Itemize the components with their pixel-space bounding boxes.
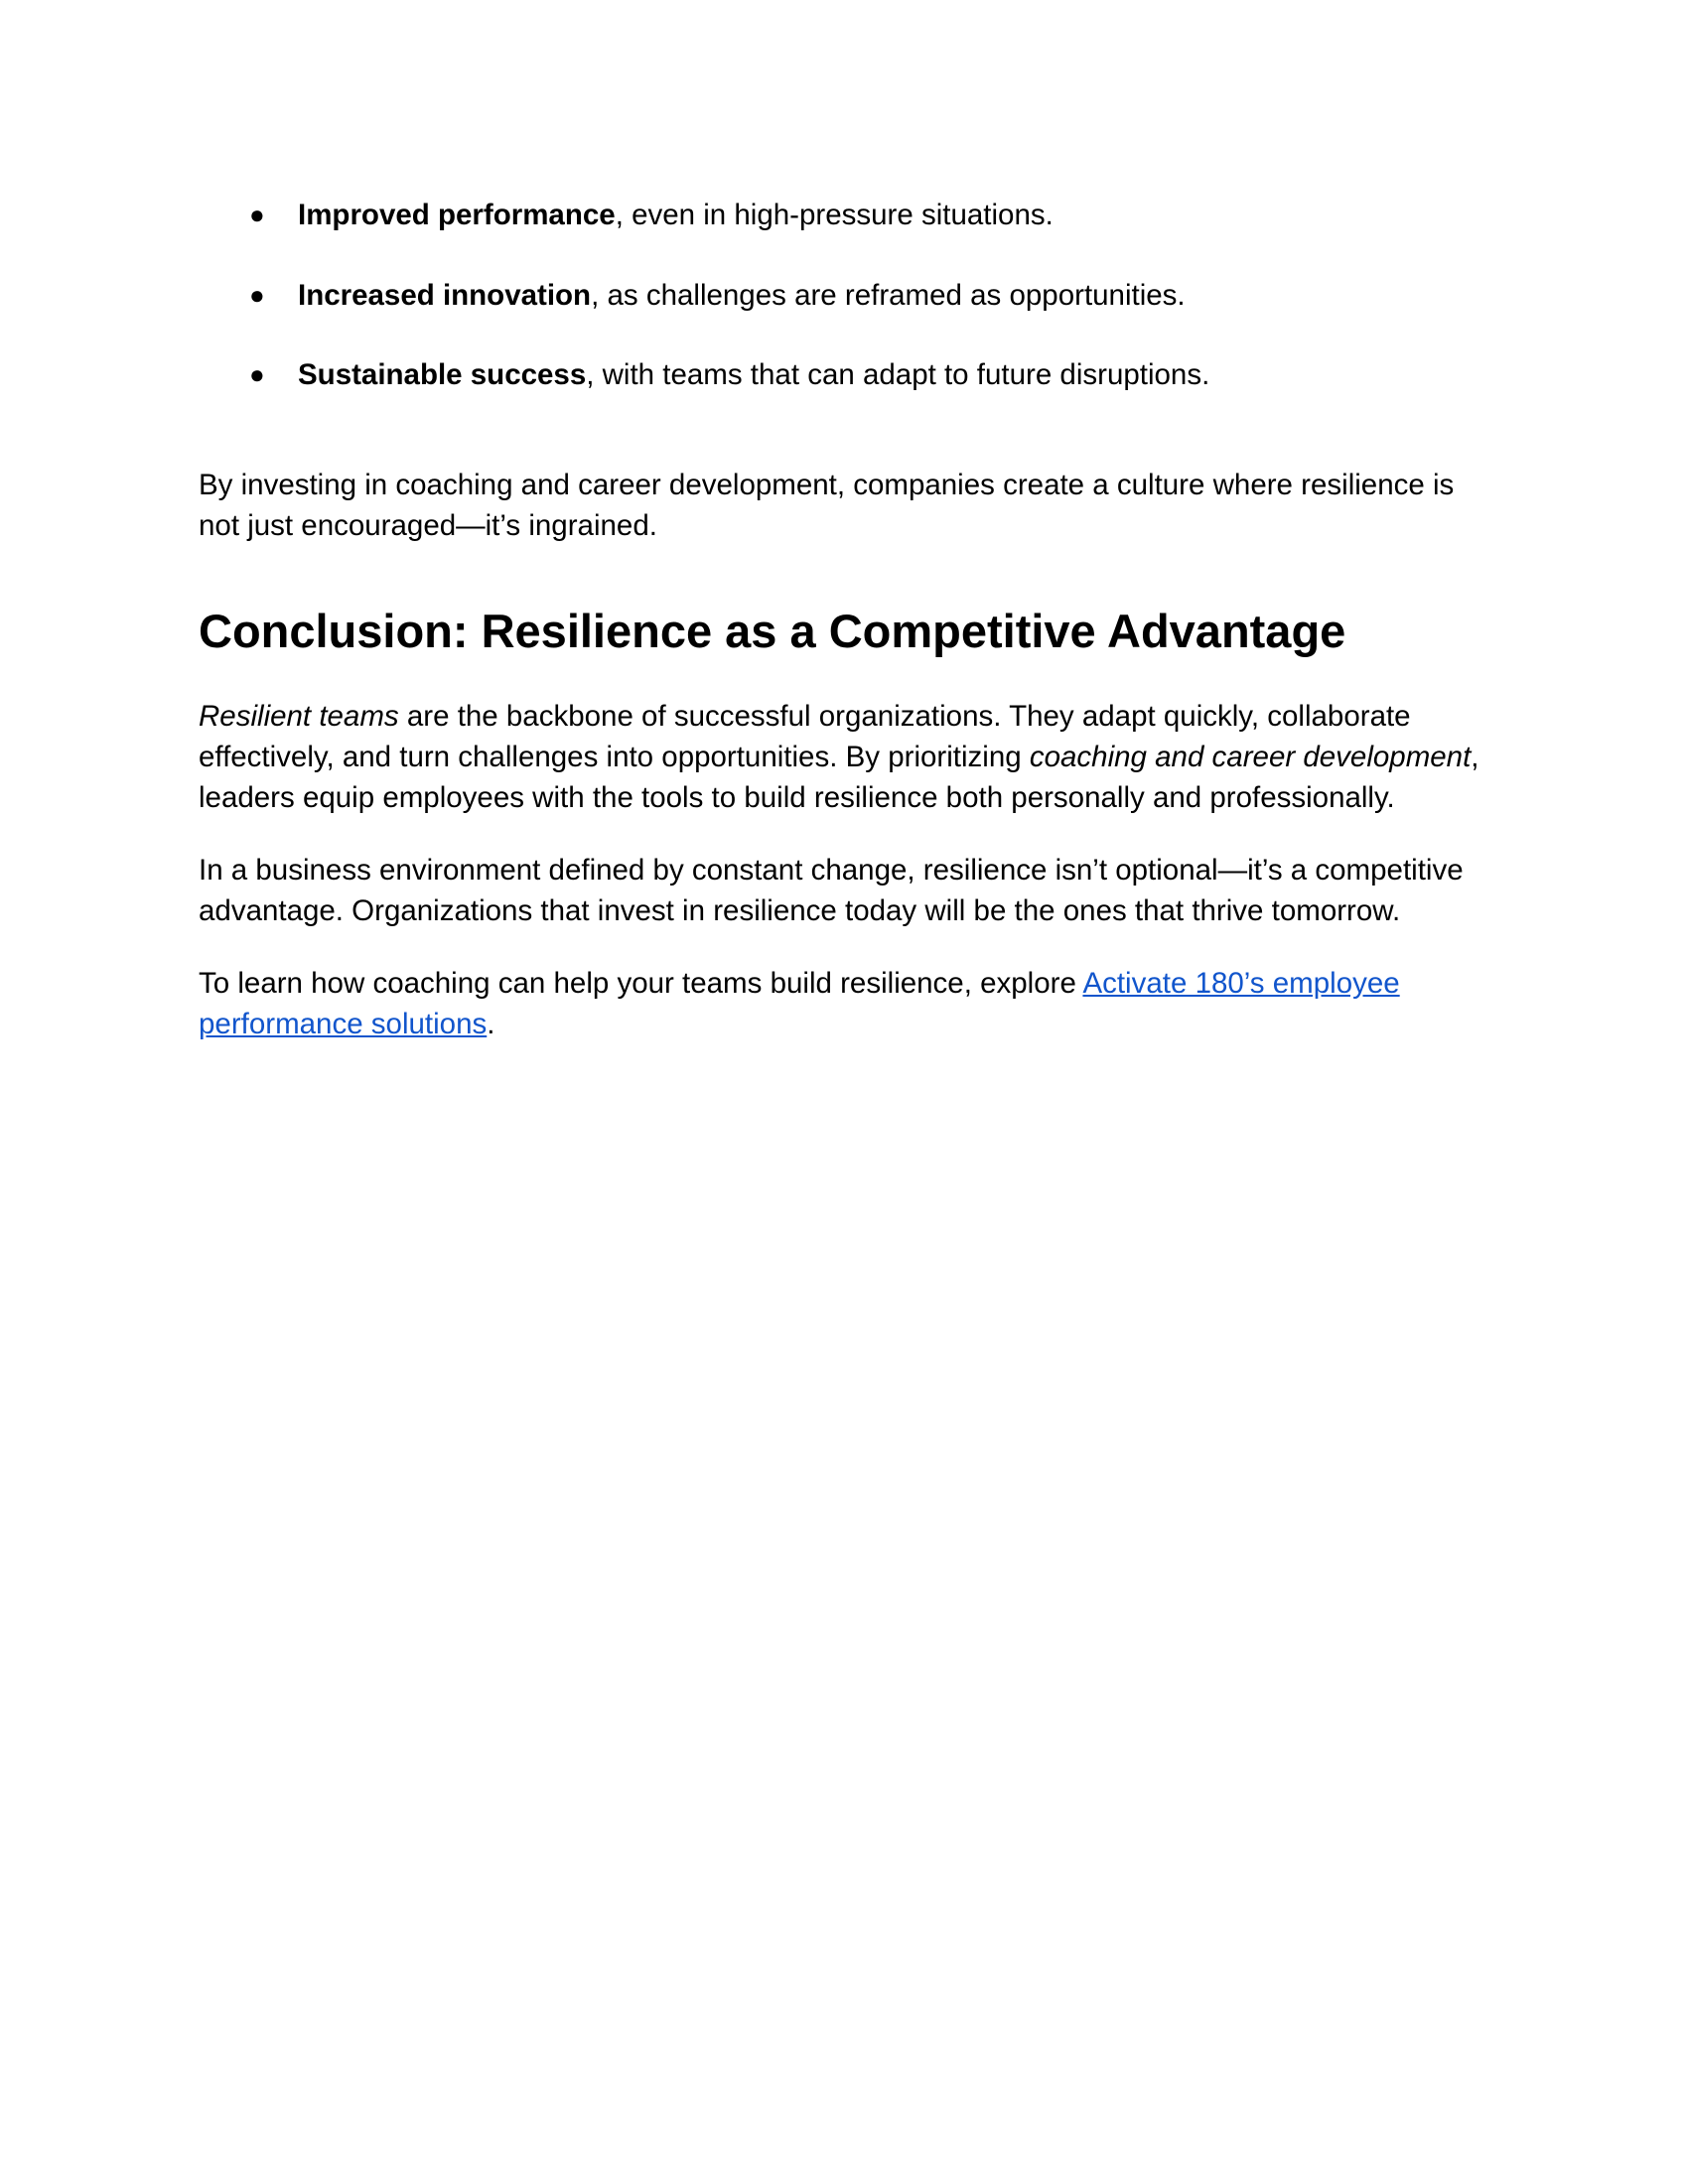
paragraph-text: are the backbone of successful organizations. They adapt quickly, collaborate effectively, and turn challenges into opportunities. By prioritizing — [199, 700, 1411, 773]
italic-text: Resilient teams — [199, 700, 399, 733]
list-item — [199, 275, 1489, 316]
benefits-list — [199, 195, 1489, 395]
conclusion-paragraph-1 — [199, 696, 1489, 818]
list-item — [199, 354, 1489, 395]
list-item — [199, 195, 1489, 235]
bullet-icon: ● — [249, 200, 265, 229]
bullet-text: , with teams that can adapt to future disruptions. — [586, 358, 1210, 391]
bullet-bold-text: Improved performance — [298, 199, 616, 231]
paragraph-end: . — [487, 1008, 495, 1040]
italic-text: coaching and career development — [1029, 741, 1472, 773]
bullet-bold-text: Increased innovation — [298, 278, 592, 312]
intro-paragraph: By investing in coaching and career development, companies create a culture where resilience is not just encouraged—it’s ingrained. — [199, 469, 1455, 542]
bullet-text: , even in high-pressure situations. — [615, 199, 1054, 231]
bullet-bold-text: Sustainable success — [298, 358, 587, 391]
paragraph-text: , leaders equip employees with the tools to build resilience both personally and professionally. — [199, 741, 1479, 814]
document-page — [199, 195, 1489, 1044]
bullet-icon: ● — [249, 279, 265, 310]
bullet-text: , as challenges are reframed as opportunities. — [591, 278, 1186, 312]
activate-180-link[interactable]: Activate 180’s employee performance solutions — [199, 967, 1400, 1040]
section-heading: Conclusion: Resilience as a Competitive Advantage — [199, 605, 1346, 657]
paragraph-text: To learn how coaching can help your teams build resilience, explore — [199, 967, 1083, 1000]
cta-paragraph — [199, 963, 1489, 1044]
conclusion-paragraph-2: In a business environment defined by constant change, resilience isn’t optional—it’s a competitive advantage. Organizations that invest in resilience today will be the ones that thrive tomorrow. — [199, 854, 1464, 927]
bullet-icon: ● — [249, 359, 265, 389]
